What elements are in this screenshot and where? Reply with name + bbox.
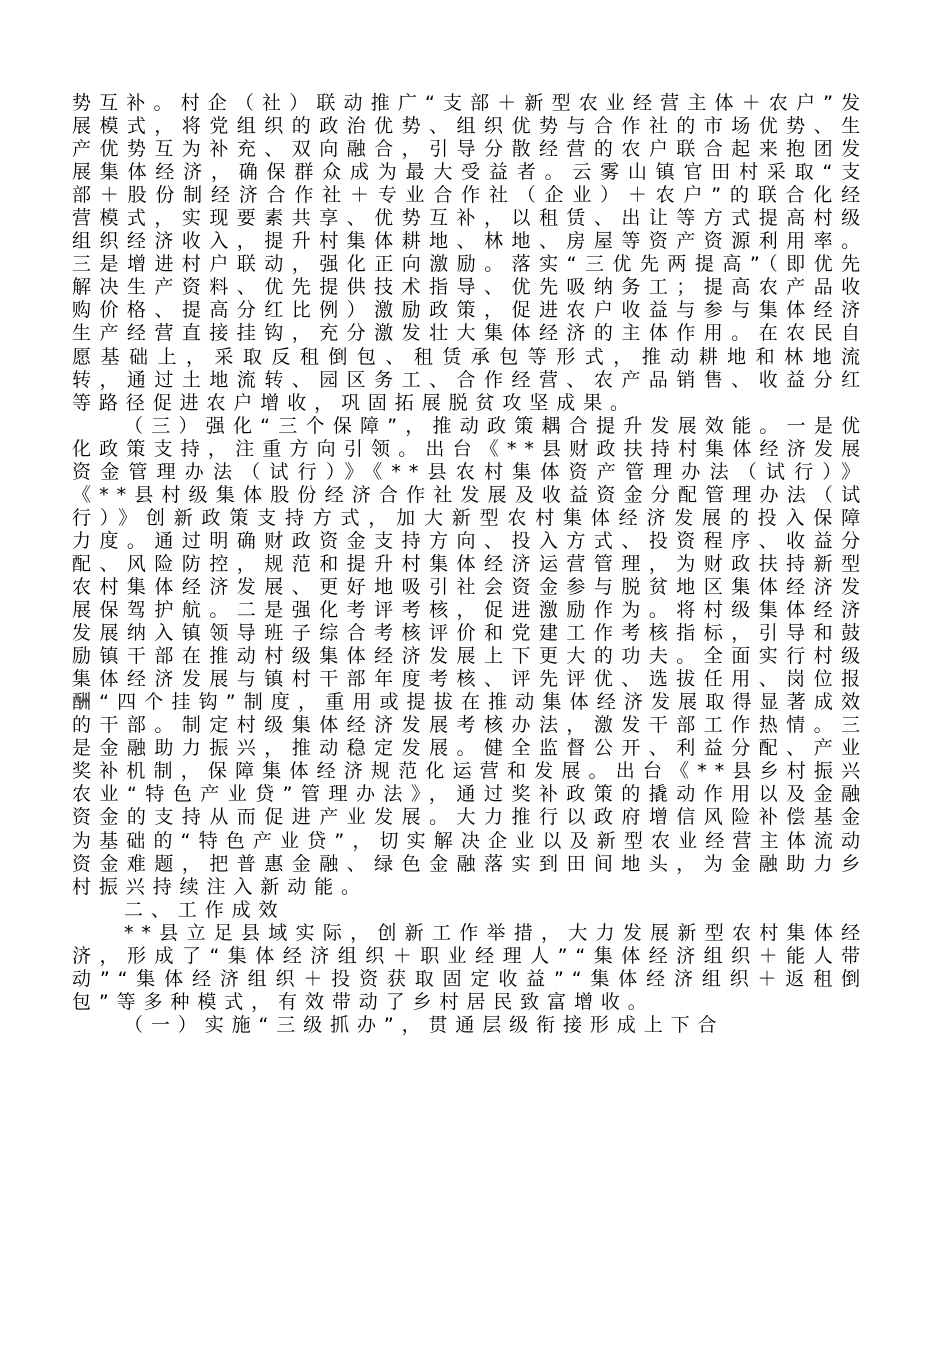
- paragraph-cooperation-models: 势互补。村企（社）联动推广“支部＋新型农业经营主体＋农户”发展模式，将党组织的政治优势、组织优势与合作社的市场优势、生产优势互为补充、双向融合，引导分散经营的农户联合起来抱团发展集体经济，确保群众成为最大受益者。云雾山镇官田村采取“支部＋股份制经济合作社＋专业合作社（企业）＋农户”的联合化经营模式，实现要素共享、优势互补，以租赁、出让等方式提高村级组织经济收入，提升村集体耕地、林地、房屋等资产资源利用率。三是增进村户联动，强化正向激励。落实“三优先两提高”（即优先解决生产资料、优先提供技术指导、优先吸纳务工；提高农产品收购价格、提高分红比例）激励政策，促进农户收益与参与集体经济生产经营直接挂钩，充分激发壮大集体经济的主体作用。在农民自愿基础上，采取反租倒包、租赁承包等形式，推动耕地和林地流转，通过土地流转、园区务工、合作经营、农产品销售、收益分红等路径促进农户增收，巩固拓展脱贫攻坚成果。: [72, 92, 868, 414]
- paragraph-three-level-management: （一）实施“三级抓办”，贯通层级衔接形成上下合: [124, 1013, 725, 1036]
- section-heading-work-results: 二、工作成效: [124, 898, 286, 921]
- paragraph-county-overview: **县立足县域实际，创新工作举措，大力发展新型农村集体经济，形成了“集体经济组织＋职业经理人”“集体经济组织＋能人带动”“集体经济组织＋投资获取固定收益”“集体经济组织＋返租倒包”等多种模式，有效带动了乡村居民致富增收。: [72, 921, 868, 1013]
- paragraph-three-guarantees: （三）强化“三个保障”，推动政策耦合提升发展效能。一是优化政策支持，注重方向引领。出台《**县财政扶持村集体经济发展资金管理办法（试行）》《**县农村集体资产管理办法（试行）》《**县村级集体股份经济合作社发展及收益资金分配管理办法（试行）》创新政策支持方式，加大新型农村集体经济发展的投入保障力度。通过明确财政资金支持方向、投入方式、投资程序、收益分配、风险防控，规范和提升村集体经济运营管理，为财政扶持新型农村集体经济发展、更好地吸引社会资金参与脱贫地区集体经济发展保驾护航。二是强化考评考核，促进激励作为。将村级集体经济发展纳入镇领导班子综合考核评价和党建工作考核指标，引导和鼓励镇干部在推动村级集体经济发展上下更大的功夫。全面实行村级集体经济发展与镇村干部年度考核、评先评优、选拔任用、岗位报酬“四个挂钩”制度，重用或提拔在推动集体经济发展取得显著成效的干部。制定村级集体经济发展考核办法，激发干部工作热情。三是金融助力振兴，推动稳定发展。健全监督公开、利益分配、产业奖补机制，保障集体经济规范化运营和发展。出台《**县乡村振兴农业“特色产业贷”管理办法》，通过奖补政策的撬动作用以及金融资金的支持从而促进产业发展。大力推行以政府增信风险补偿基金为基础的“特色产业贷”，切实解决企业以及新型农业经营主体流动资金难题，把普惠金融、绿色金融落实到田间地头，为金融助力乡村振兴持续注入新动能。: [72, 414, 868, 898]
- document-page: [72, 92, 868, 1037]
